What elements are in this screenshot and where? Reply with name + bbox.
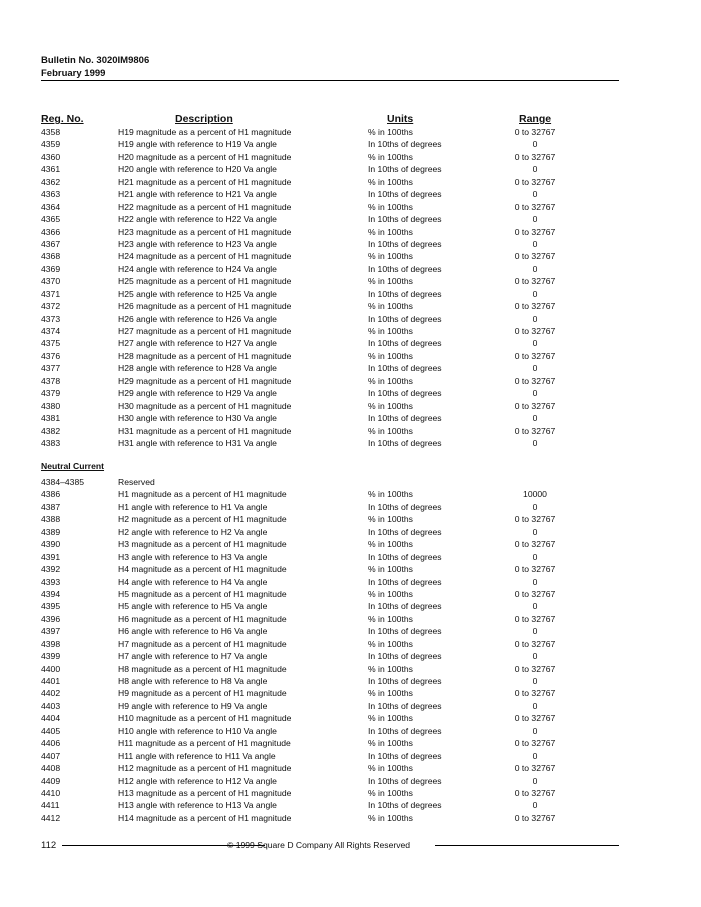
units: In 10ths of degrees xyxy=(368,626,442,637)
description: H11 magnitude as a percent of H1 magnitude xyxy=(118,738,291,749)
table-row xyxy=(41,288,619,300)
reg-number: 4412 xyxy=(41,812,61,823)
reg-number: 4376 xyxy=(41,350,61,361)
description: H9 magnitude as a percent of H1 magnitude xyxy=(118,688,287,699)
table-row xyxy=(41,375,619,387)
reg-number: 4389 xyxy=(41,526,61,537)
reg-number: 4402 xyxy=(41,688,61,699)
description: H24 magnitude as a percent of H1 magnitude xyxy=(118,251,292,262)
units: % in 100ths xyxy=(368,201,413,212)
bulletin-number: Bulletin No. 3020IM9806 xyxy=(41,55,150,66)
units: In 10ths of degrees xyxy=(368,189,442,200)
range: 0 to 32767 xyxy=(514,638,556,649)
table-row xyxy=(41,300,619,312)
reg-number: 4380 xyxy=(41,400,61,411)
table-row xyxy=(41,263,619,275)
units: In 10ths of degrees xyxy=(368,775,442,786)
reg-number: 4386 xyxy=(41,489,61,500)
description: H31 angle with reference to H31 Va angle xyxy=(118,437,277,448)
table-row xyxy=(41,350,619,362)
reg-number: 4372 xyxy=(41,301,61,312)
register-table-voltage xyxy=(41,126,619,449)
description: H13 angle with reference to H13 Va angle xyxy=(118,800,277,811)
units: In 10ths of degrees xyxy=(368,601,442,612)
table-row xyxy=(41,538,619,550)
table-row xyxy=(41,238,619,250)
description: H31 magnitude as a percent of H1 magnitude xyxy=(118,425,292,436)
range: 0 xyxy=(532,750,538,761)
range: 0 xyxy=(532,139,538,150)
units: % in 100ths xyxy=(368,738,413,749)
col-header-range: Range xyxy=(519,113,552,125)
description: H3 angle with reference to H3 Va angle xyxy=(118,551,268,562)
range: 0 xyxy=(532,263,538,274)
reg-number: 4374 xyxy=(41,326,61,336)
description: H26 angle with reference to H26 Va angle xyxy=(118,313,277,324)
range: 0 xyxy=(532,313,538,324)
units: % in 100ths xyxy=(368,350,413,361)
range: 0 to 32767 xyxy=(514,564,556,575)
table-row xyxy=(41,687,619,699)
units: In 10ths of degrees xyxy=(368,238,442,249)
table-row xyxy=(41,412,619,424)
description: H29 magnitude as a percent of H1 magnitude xyxy=(118,375,292,386)
reg-number: 4378 xyxy=(41,375,61,386)
reg-number: 4371 xyxy=(41,288,61,299)
description: H24 angle with reference to H24 Va angle xyxy=(118,263,277,274)
description: H1 magnitude as a percent of H1 magnitude xyxy=(118,489,287,500)
units: % in 100ths xyxy=(368,638,413,649)
reg-number: 4391 xyxy=(41,551,61,562)
reg-number: 4358 xyxy=(41,127,61,137)
range: 0 to 32767 xyxy=(514,151,556,162)
reg-number: 4411 xyxy=(41,800,60,811)
table-row xyxy=(41,400,619,412)
range: 0 to 32767 xyxy=(514,251,556,262)
description: Reserved xyxy=(118,477,155,487)
units: % in 100ths xyxy=(368,763,413,774)
units: % in 100ths xyxy=(368,812,413,823)
description: H20 magnitude as a percent of H1 magnitude xyxy=(118,151,292,162)
description: H7 magnitude as a percent of H1 magnitude xyxy=(118,638,287,649)
description: H4 angle with reference to H4 Va angle xyxy=(118,576,268,587)
reg-number: 4370 xyxy=(41,276,61,287)
range: 0 xyxy=(532,437,538,448)
reg-number: 4397 xyxy=(41,626,61,637)
range: 0 to 32767 xyxy=(514,127,556,137)
reg-number: 4381 xyxy=(41,413,61,424)
table-row xyxy=(41,213,619,225)
range: 0 xyxy=(532,601,538,612)
description: H29 angle with reference to H29 Va angle xyxy=(118,388,277,399)
range: 0 to 32767 xyxy=(514,688,556,699)
reg-number: 4362 xyxy=(41,176,61,187)
range: 0 to 32767 xyxy=(514,326,556,336)
table-row xyxy=(41,725,619,737)
units: % in 100ths xyxy=(368,176,413,187)
table-row xyxy=(41,275,619,287)
units: In 10ths of degrees xyxy=(368,551,442,562)
description: H30 angle with reference to H30 Va angle xyxy=(118,413,277,424)
reg-number: 4396 xyxy=(41,613,61,624)
range: 0 xyxy=(532,363,538,374)
reg-number: 4375 xyxy=(41,338,61,349)
range: 0 xyxy=(532,413,538,424)
units: In 10ths of degrees xyxy=(368,164,442,175)
table-row xyxy=(41,501,619,513)
units: % in 100ths xyxy=(368,276,413,287)
range: 0 to 32767 xyxy=(514,301,556,312)
reg-number: 4387 xyxy=(41,501,61,512)
range: 0 to 32767 xyxy=(514,812,556,823)
units: In 10ths of degrees xyxy=(368,437,442,448)
description: H30 magnitude as a percent of H1 magnitude xyxy=(118,400,292,411)
reg-number: 4360 xyxy=(41,151,61,162)
table-row xyxy=(41,812,619,824)
reg-number: 4404 xyxy=(41,713,61,724)
page-footer xyxy=(41,840,619,852)
units: In 10ths of degrees xyxy=(368,725,442,736)
range: 0 xyxy=(532,214,538,225)
description: H1 angle with reference to H1 Va angle xyxy=(118,501,268,512)
units: % in 100ths xyxy=(368,663,413,674)
units: % in 100ths xyxy=(368,787,413,798)
units: % in 100ths xyxy=(368,127,413,137)
table-row xyxy=(41,387,619,399)
reg-number: 4401 xyxy=(41,676,61,686)
table-row xyxy=(41,176,619,188)
table-row xyxy=(41,201,619,213)
reg-number: 4379 xyxy=(41,388,61,399)
section-title-neutral-current: Neutral Current xyxy=(41,461,105,471)
units: % in 100ths xyxy=(368,151,413,162)
range: 0 to 32767 xyxy=(514,713,556,724)
units: In 10ths of degrees xyxy=(368,526,442,537)
description: H4 magnitude as a percent of H1 magnitude xyxy=(118,564,287,575)
description: H27 magnitude as a percent of H1 magnitude xyxy=(118,326,292,336)
reg-number: 4368 xyxy=(41,251,61,262)
units: % in 100ths xyxy=(368,226,413,237)
reg-number: 4393 xyxy=(41,576,61,587)
reg-number: 4365 xyxy=(41,214,61,225)
table-row xyxy=(41,476,619,488)
reg-number: 4405 xyxy=(41,725,61,736)
reg-number: 4382 xyxy=(41,425,61,436)
units: In 10ths of degrees xyxy=(368,263,442,274)
units: In 10ths of degrees xyxy=(368,214,442,225)
reg-number: 4367 xyxy=(41,238,61,249)
range: 0 xyxy=(532,164,538,175)
bulletin-date: February 1999 xyxy=(41,68,106,79)
table-row xyxy=(41,551,619,563)
reg-number: 4394 xyxy=(41,588,61,599)
units: In 10ths of degrees xyxy=(368,800,442,811)
reg-number: 4406 xyxy=(41,738,61,749)
description: H7 angle with reference to H7 Va angle xyxy=(118,651,268,662)
description: H19 angle with reference to H19 Va angle xyxy=(118,139,277,150)
copyright-notice: © 1999 Square D Company All Rights Reserved xyxy=(227,840,411,850)
reg-number: 4377 xyxy=(41,363,61,374)
description: H14 magnitude as a percent of H1 magnitude xyxy=(118,812,292,823)
range: 0 to 32767 xyxy=(514,613,556,624)
footer-rule-right xyxy=(435,845,619,846)
units: % in 100ths xyxy=(368,713,413,724)
description: H8 magnitude as a percent of H1 magnitude xyxy=(118,663,287,674)
table-row xyxy=(41,762,619,774)
table-row xyxy=(41,600,619,612)
reg-number: 4395 xyxy=(41,601,61,612)
register-table-neutral-current xyxy=(41,476,619,824)
range: 0 to 32767 xyxy=(514,763,556,774)
description: H26 magnitude as a percent of H1 magnitude xyxy=(118,301,292,312)
units: In 10ths of degrees xyxy=(368,750,442,761)
range: 0 to 32767 xyxy=(514,663,556,674)
description: H22 magnitude as a percent of H1 magnitude xyxy=(118,201,292,212)
units: % in 100ths xyxy=(368,375,413,386)
reg-number: 4369 xyxy=(41,263,61,274)
table-row xyxy=(41,151,619,163)
table-row xyxy=(41,188,619,200)
table-row xyxy=(41,737,619,749)
reg-number: 4366 xyxy=(41,226,61,237)
range: 10000 xyxy=(523,489,547,500)
reg-number: 4361 xyxy=(41,164,61,175)
table-row xyxy=(41,700,619,712)
range: 0 to 32767 xyxy=(514,226,556,237)
col-header-units: Units xyxy=(387,113,414,125)
table-row xyxy=(41,425,619,437)
units: In 10ths of degrees xyxy=(368,700,442,711)
range: 0 xyxy=(532,551,538,562)
range: 0 xyxy=(532,800,538,811)
table-row xyxy=(41,513,619,525)
table-row xyxy=(41,775,619,787)
range: 0 xyxy=(532,700,538,711)
table-row xyxy=(41,712,619,724)
range: 0 xyxy=(532,501,538,512)
description: H23 angle with reference to H23 Va angle xyxy=(118,238,277,249)
units: In 10ths of degrees xyxy=(368,651,442,662)
table-row xyxy=(41,437,619,449)
reg-number: 4364 xyxy=(41,201,61,212)
units: In 10ths of degrees xyxy=(368,676,442,686)
range: 0 xyxy=(532,626,538,637)
units: % in 100ths xyxy=(368,539,413,550)
table-row xyxy=(41,625,619,637)
table-row xyxy=(41,526,619,538)
reg-number: 4384–4385 xyxy=(41,477,85,487)
description: H9 angle with reference to H9 Va angle xyxy=(118,700,268,711)
description: H25 angle with reference to H25 Va angle xyxy=(118,288,277,299)
table-row xyxy=(41,337,619,349)
range: 0 xyxy=(532,576,538,587)
description: H28 magnitude as a percent of H1 magnitude xyxy=(118,350,292,361)
description: H2 angle with reference to H2 Va angle xyxy=(118,526,268,537)
reg-number: 4363 xyxy=(41,189,61,200)
units: In 10ths of degrees xyxy=(368,338,442,349)
range: 0 xyxy=(532,775,538,786)
units: % in 100ths xyxy=(368,301,413,312)
range: 0 to 32767 xyxy=(514,400,556,411)
units: In 10ths of degrees xyxy=(368,139,442,150)
table-row xyxy=(41,126,619,138)
description: H19 magnitude as a percent of H1 magnitude xyxy=(118,127,292,137)
range: 0 to 32767 xyxy=(514,425,556,436)
range: 0 to 32767 xyxy=(514,539,556,550)
range: 0 to 32767 xyxy=(514,588,556,599)
range: 0 xyxy=(532,388,538,399)
range: 0 to 32767 xyxy=(514,201,556,212)
description: H3 magnitude as a percent of H1 magnitude xyxy=(118,539,287,550)
reg-number: 4373 xyxy=(41,313,61,324)
table-row xyxy=(41,638,619,650)
units: % in 100ths xyxy=(368,688,413,699)
table-row xyxy=(41,576,619,588)
description: H21 angle with reference to H21 Va angle xyxy=(118,189,277,200)
table-row xyxy=(41,787,619,799)
table-row xyxy=(41,226,619,238)
reg-number: 4390 xyxy=(41,539,61,550)
units: In 10ths of degrees xyxy=(368,288,442,299)
description: H11 angle with reference to H11 Va angle xyxy=(118,750,276,761)
description: H20 angle with reference to H20 Va angle xyxy=(118,164,277,175)
units: % in 100ths xyxy=(368,613,413,624)
range: 0 xyxy=(532,288,538,299)
range: 0 to 32767 xyxy=(514,375,556,386)
description: H10 magnitude as a percent of H1 magnitude xyxy=(118,713,292,724)
table-row xyxy=(41,563,619,575)
units: % in 100ths xyxy=(368,514,413,525)
range: 0 to 32767 xyxy=(514,738,556,749)
units: In 10ths of degrees xyxy=(368,363,442,374)
reg-number: 4359 xyxy=(41,139,61,150)
range: 0 xyxy=(532,526,538,537)
range: 0 xyxy=(532,676,538,686)
table-row xyxy=(41,588,619,600)
col-header-reg: Reg. No. xyxy=(41,113,84,125)
range: 0 xyxy=(532,651,538,662)
range: 0 to 32767 xyxy=(514,787,556,798)
table-row xyxy=(41,799,619,811)
description: H28 angle with reference to H28 Va angle xyxy=(118,363,277,374)
range: 0 xyxy=(532,338,538,349)
description: H23 magnitude as a percent of H1 magnitude xyxy=(118,226,292,237)
table-row xyxy=(41,663,619,675)
description: H8 angle with reference to H8 Va angle xyxy=(118,676,268,686)
col-header-description: Description xyxy=(175,113,233,125)
range: 0 xyxy=(532,238,538,249)
reg-number: 4407 xyxy=(41,750,61,761)
description: H12 angle with reference to H12 Va angle xyxy=(118,775,277,786)
reg-number: 4388 xyxy=(41,514,61,525)
description: H25 magnitude as a percent of H1 magnitude xyxy=(118,276,292,287)
table-row xyxy=(41,163,619,175)
reg-number: 4409 xyxy=(41,775,61,786)
description: H10 angle with reference to H10 Va angle xyxy=(118,725,277,736)
range: 0 to 32767 xyxy=(514,350,556,361)
units: % in 100ths xyxy=(368,489,413,500)
description: H6 angle with reference to H6 Va angle xyxy=(118,626,268,637)
range: 0 to 32767 xyxy=(514,514,556,525)
units: % in 100ths xyxy=(368,564,413,575)
range: 0 xyxy=(532,725,538,736)
description: H27 angle with reference to H27 Va angle xyxy=(118,338,277,349)
table-row xyxy=(41,488,619,500)
range: 0 xyxy=(532,189,538,200)
description: H13 magnitude as a percent of H1 magnitude xyxy=(118,787,292,798)
description: H22 angle with reference to H22 Va angle xyxy=(118,214,277,225)
units: In 10ths of degrees xyxy=(368,388,442,399)
page-number: 112 xyxy=(41,840,57,851)
reg-number: 4400 xyxy=(41,663,61,674)
description: H12 magnitude as a percent of H1 magnitude xyxy=(118,763,292,774)
units: In 10ths of degrees xyxy=(368,576,442,587)
table-row xyxy=(41,325,619,337)
table-row xyxy=(41,675,619,687)
table-row xyxy=(41,313,619,325)
units: % in 100ths xyxy=(368,425,413,436)
description: H5 angle with reference to H5 Va angle xyxy=(118,601,268,612)
table-row xyxy=(41,362,619,374)
description: H21 magnitude as a percent of H1 magnitude xyxy=(118,176,292,187)
units: % in 100ths xyxy=(368,251,413,262)
table-row xyxy=(41,650,619,662)
units: In 10ths of degrees xyxy=(368,413,442,424)
table-row xyxy=(41,750,619,762)
reg-number: 4398 xyxy=(41,638,61,649)
table-row xyxy=(41,613,619,625)
range: 0 to 32767 xyxy=(514,276,556,287)
units: % in 100ths xyxy=(368,400,413,411)
units: In 10ths of degrees xyxy=(368,313,442,324)
units: In 10ths of degrees xyxy=(368,501,442,512)
reg-number: 4392 xyxy=(41,564,61,575)
description: H2 magnitude as a percent of H1 magnitude xyxy=(118,514,287,525)
reg-number: 4408 xyxy=(41,763,61,774)
units: % in 100ths xyxy=(368,588,413,599)
units: % in 100ths xyxy=(368,326,413,336)
range: 0 to 32767 xyxy=(514,176,556,187)
reg-number: 4399 xyxy=(41,651,61,662)
reg-number: 4383 xyxy=(41,437,61,448)
header-rule xyxy=(41,80,619,81)
description: H5 magnitude as a percent of H1 magnitude xyxy=(118,588,287,599)
table-row xyxy=(41,250,619,262)
description: H6 magnitude as a percent of H1 magnitude xyxy=(118,613,287,624)
reg-number: 4403 xyxy=(41,700,61,711)
reg-number: 4410 xyxy=(41,787,61,798)
table-row xyxy=(41,138,619,150)
